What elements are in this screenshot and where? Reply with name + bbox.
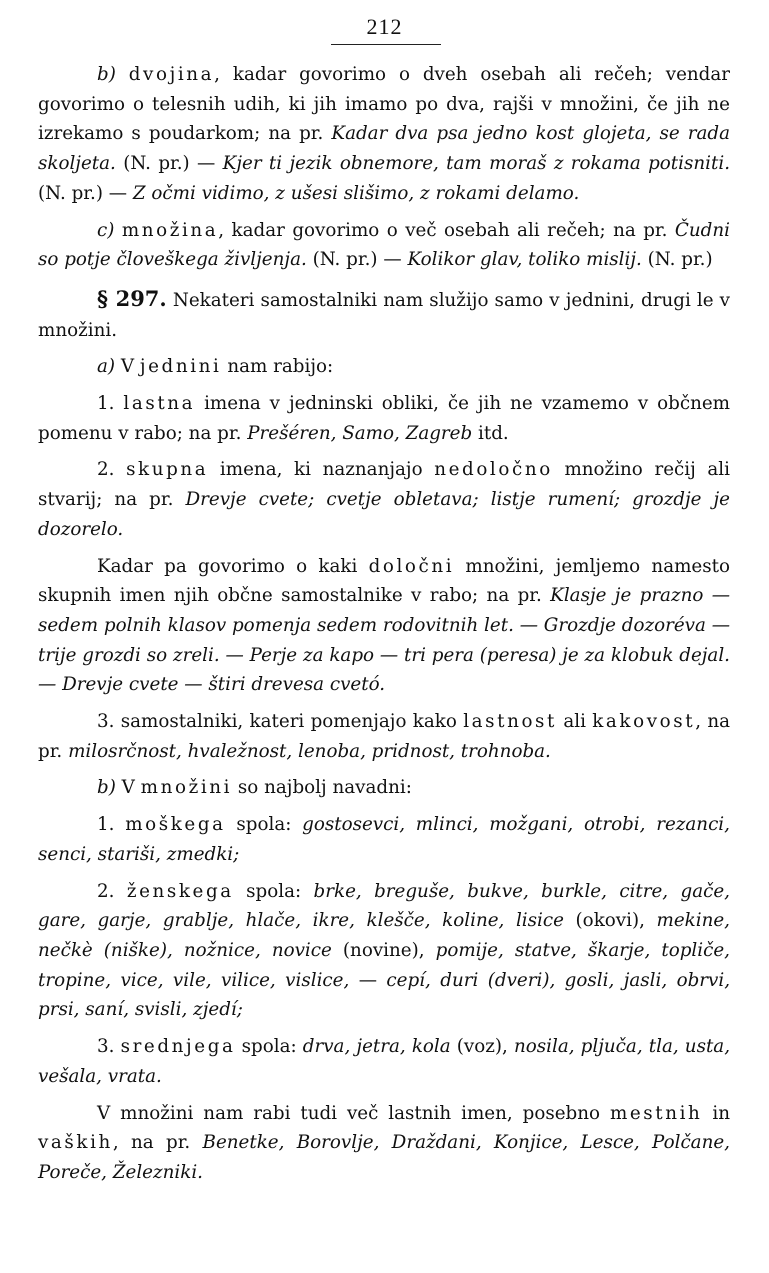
text-run: (N. pr.) [641,249,713,271]
text-run: , kadar govorimo o dveh osebah ali rečeh; vendar govorimo o telesnih udih, ki jih imamo po dva, rajši v množini, če jih ne izrekamo s poudarkom; na pr. [38,64,730,145]
paragraph [38,455,730,544]
paragraph [38,1099,730,1188]
text-run: Čudni so potje človeškega življenja. [38,219,730,271]
paragraph [38,216,730,275]
text-run: nam rabijo: [221,356,334,378]
text-run: množini [140,777,233,799]
text-run: , na pr. [38,711,730,762]
text-run: gostosevci, mlinci, možgani, otrobi, rezanci, senci, stariši, zmedki; [38,814,730,865]
text-run: moškega [125,814,226,836]
text-run [116,64,129,85]
paragraph [38,284,730,345]
text-run: 2. [97,459,127,481]
text-run: skupna [126,459,209,481]
paragraph [38,60,730,209]
paragraph [38,877,730,1026]
text-run: — [349,969,387,991]
text-run: (novine), [331,939,436,961]
text-run: V [115,356,140,378]
text-run: Klasje je prazno — sedem polnih klasov pomenja sedem rodovitnih let. — Grozdje dozoréva — trije grozdi so zreli. — Perje za kapo — tri pera (peresa) je za klobuk dejal. — Drevje cvete — štiri drevesa cvetó. [38,585,730,696]
text-run: pomije, statve, škarje, topliče, tropine, vice, vile, vilice, vislice, [38,939,730,991]
text-run: (N. pr.) — [306,249,408,271]
text-run: (voz), [450,1036,514,1058]
text-run: mestnih [609,1102,703,1124]
text-run: spola: [233,880,314,902]
text-run: Kadar pa govorimo o kaki [97,555,369,577]
page-number: 212 [366,14,403,39]
text-run: Kolikor glav, toliko mislij. [407,249,642,271]
text-run: itd. [472,422,509,444]
text-run: Drevje cvete; cvetje obletava; listje rumení; grozdje je dozorelo. [38,489,730,540]
text-run: lastnost [463,711,557,733]
text-run: določni [368,555,455,577]
text-run: cepí, duri (dveri), gosli, jasli, obrvi, prsi, saní, svisli, zjedí; [38,969,731,1021]
text-run: c) [97,219,115,241]
paragraph [38,1032,730,1091]
text-run: Prešéren, Samo, Zagreb [247,422,473,444]
text-run: Z očmi vidimo, z ušesi slišimo, z rokami delamo. [132,182,580,204]
text-run: ženskega [126,880,234,902]
text-run: § 297. [97,285,167,311]
text-run: , na pr. [112,1132,203,1154]
text-run: jednini [139,356,222,378]
text-run: , kadar govorimo o več osebah ali rečeh; na pr. [218,219,675,241]
text-run: Nekateri samostalniki nam služijo samo v jednini, drugi le v množini. [38,289,730,341]
text-run: nedoločno [434,459,553,481]
text-run: so najbolj navadni: [232,777,412,799]
text-run: 3. [97,1036,121,1058]
text-run: 1. [97,393,124,415]
text-run: a) [97,356,116,378]
text-run: (N. pr.) — [38,182,133,204]
text-run: srednjega [120,1036,236,1058]
text-run: spola: [225,814,303,836]
paragraph [38,352,730,382]
paragraph [38,389,730,448]
text-run: V [115,777,141,799]
paragraph [38,707,730,766]
text-run: in [702,1102,730,1124]
page-body [38,60,730,1188]
text-run: (N. pr.) — [115,153,223,175]
paragraph [38,773,730,803]
text-run: 2. [97,880,127,902]
paragraph [38,552,730,701]
text-run: množini, jemljemo namesto skupnih imen njih občne samostalnike v rabo; na pr. [38,555,730,607]
text-run: nosila, pljuča, tla, usta, vešala, vrata. [38,1036,731,1087]
text-run: množino rečij ali stvarij; na pr. [38,459,730,511]
header-rule [331,44,441,45]
text-run: 3. samostalniki, kateri pomenjajo kako [97,711,464,733]
text-run: Benetke, Borovlje, Draždani, Konjice, Lesce, Polčane, Poreče, Železniki. [38,1132,730,1183]
text-run: milosrčnost, hvaležnost, lenoba, pridnost, trohnoba. [68,740,551,762]
text-run [114,220,121,241]
text-run: Kjer ti jezik obnemore, tam moraš z rokama potisniti. [222,153,731,175]
text-run: drva, jetra, kola [302,1036,451,1058]
text-run: kakovost [592,711,696,733]
text-run: brke, breguše, bukve, burkle, citre, gače, gare, garje, grablje, hlače, ikre, klešče, koline, lisice [38,880,730,932]
text-run: imena v jedninski obliki, če jih ne vzamemo v občnem pomenu v rabo; na pr. [38,393,730,444]
text-run: mekine, nečkè (niške), nožnice, novice [38,910,730,961]
text-run: 1. [97,814,126,836]
text-run: imena, ki naznanjajo [208,459,435,481]
text-run: b) [97,64,116,85]
text-run: lastna [123,393,196,415]
text-run: ali [557,711,593,733]
text-run: spola: [235,1036,303,1058]
text-run: množina [121,219,219,241]
text-run: (okovi), [563,910,657,932]
text-run: dvojina [128,64,215,85]
text-run: Kadar dva psa jedno kost glojeta, se rada skoljeta. [38,123,731,175]
text-run: b) [97,777,116,799]
paragraph [38,810,730,869]
text-run: V množini nam rabi tudi več lastnih imen, posebno [97,1102,610,1124]
text-run: vaških [38,1132,113,1154]
